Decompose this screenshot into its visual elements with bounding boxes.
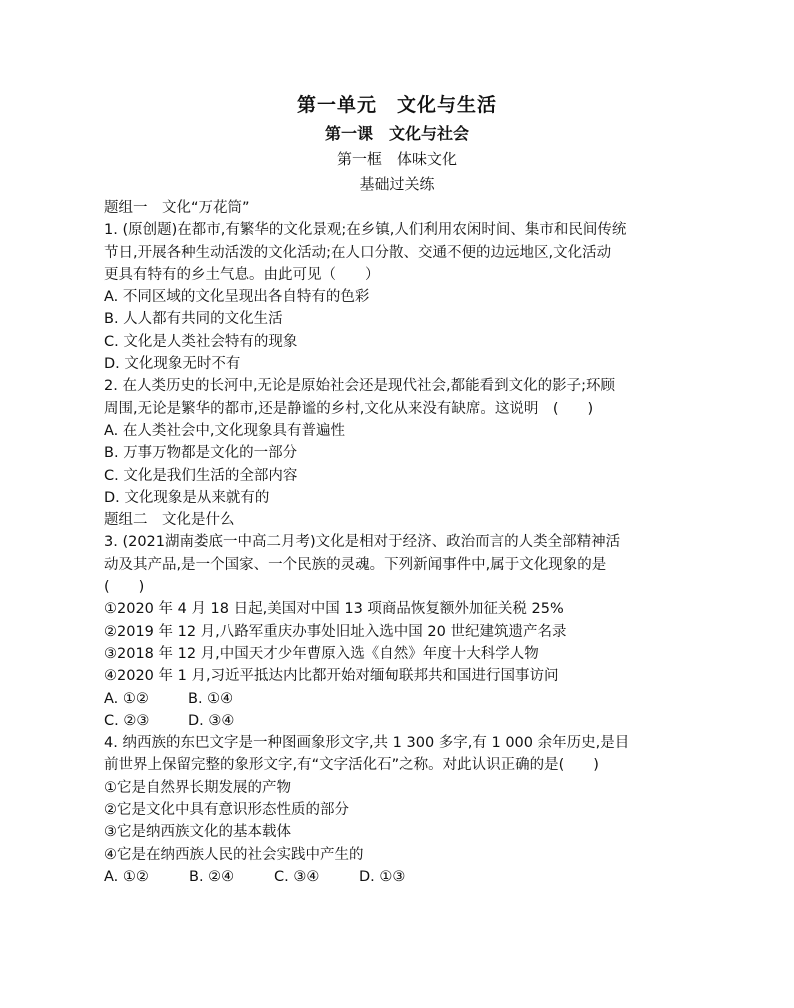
option-c: C. ②③ bbox=[104, 712, 150, 729]
option-b: B. 万事万物都是文化的一部分 bbox=[104, 445, 298, 462]
option-a: A. 在人类社会中,文化现象具有普遍性 bbox=[104, 422, 345, 439]
options-row bbox=[104, 710, 694, 732]
question-text: 4. 纳西族的东巴文字是一种图画象形文字,共 1 300 多字,有 1 000 余年历史,是目 bbox=[104, 735, 630, 752]
option-a: A. ①② bbox=[104, 690, 149, 707]
options-row bbox=[104, 866, 694, 888]
statement-item: ①它是自然界长期发展的产物 bbox=[104, 779, 291, 796]
option-d: D. ①③ bbox=[359, 868, 406, 885]
statement-item: ③2018 年 12 月,中国天才少年曹原入选《自然》年度十大科学人物 bbox=[104, 645, 539, 662]
statement-item: ③它是纳西族文化的基本载体 bbox=[104, 824, 291, 841]
question-3 bbox=[104, 531, 694, 732]
option-b: B. ②④ bbox=[189, 868, 235, 885]
question-1 bbox=[104, 219, 694, 375]
statement-item: ①2020 年 4 月 18 日起,美国对中国 13 项商品恢复额外加征关税 25% bbox=[104, 601, 564, 618]
group-title: 题组一 文化“万花筒” bbox=[104, 200, 250, 216]
statement-item: ④它是在纳西族人民的社会实践中产生的 bbox=[104, 846, 364, 863]
option-d: D. 文化现象无时不有 bbox=[104, 356, 241, 373]
statement-item: ②2019 年 12 月,八路军重庆办事处旧址入选中国 20 世纪建筑遗产名录 bbox=[104, 623, 567, 640]
option-d: D. 文化现象是从来就有的 bbox=[104, 489, 270, 506]
question-content bbox=[104, 197, 694, 888]
option-b: B. ①④ bbox=[188, 690, 234, 707]
unit-title: 第一单元 文化与生活 bbox=[296, 94, 497, 116]
option-a: A. ①② bbox=[104, 868, 149, 885]
option-d: D. ③④ bbox=[188, 712, 235, 729]
question-text: 更具有特有的乡土气息。由此可见（ ） bbox=[104, 266, 380, 283]
question-2 bbox=[104, 375, 694, 509]
question-4 bbox=[104, 732, 694, 888]
question-text: 周围,无论是繁华的都市,还是静谧的乡村,文化从来没有缺席。这说明 ( ) bbox=[104, 400, 594, 417]
statement-item: ④2020 年 1 月,习近平抵达内比都开始对缅甸联邦共和国进行国事访问 bbox=[104, 668, 559, 685]
question-text: 前世界上保留完整的象形文字,有“文字活化石”之称。对此认识正确的是( ) bbox=[104, 757, 599, 774]
lesson-title: 第一课 文化与社会 bbox=[324, 124, 469, 143]
option-b: B. 人人都有共同的文化生活 bbox=[104, 311, 283, 328]
option-c: C. 文化是人类社会特有的现象 bbox=[104, 333, 298, 350]
option-c: C. ③④ bbox=[274, 868, 320, 885]
option-c: C. 文化是我们生活的全部内容 bbox=[104, 467, 298, 484]
options-row bbox=[104, 688, 694, 710]
statement-item: ②它是文化中具有意识形态性质的部分 bbox=[104, 802, 349, 819]
frame-title: 第一框 体味文化 bbox=[336, 150, 457, 168]
question-text: 2. 在人类历史的长河中,无论是原始社会还是现代社会,都能看到文化的影子;环顾 bbox=[104, 378, 616, 395]
question-text: 节日,开展各种生动活泼的文化活动;在人口分散、交通不便的边远地区,文化活动 bbox=[104, 244, 612, 261]
group-title: 题组二 文化是什么 bbox=[104, 512, 235, 529]
question-text: 1. (原创题)在都市,有繁华的文化景观;在乡镇,人们利用农闲时间、集市和民间传统 bbox=[104, 222, 627, 239]
question-text: 3. (2021湖南娄底一中高二月考)文化是相对于经济、政治而言的人类全部精神活 bbox=[104, 534, 621, 551]
question-text: 动及其产品,是一个国家、一个民族的灵魂。下列新闻事件中,属于文化现象的是 bbox=[104, 556, 607, 573]
section-title: 基础过关练 bbox=[359, 175, 435, 193]
question-text: ( ) bbox=[104, 579, 145, 596]
option-a: A. 不同区域的文化呈现出各自特有的色彩 bbox=[104, 289, 370, 306]
